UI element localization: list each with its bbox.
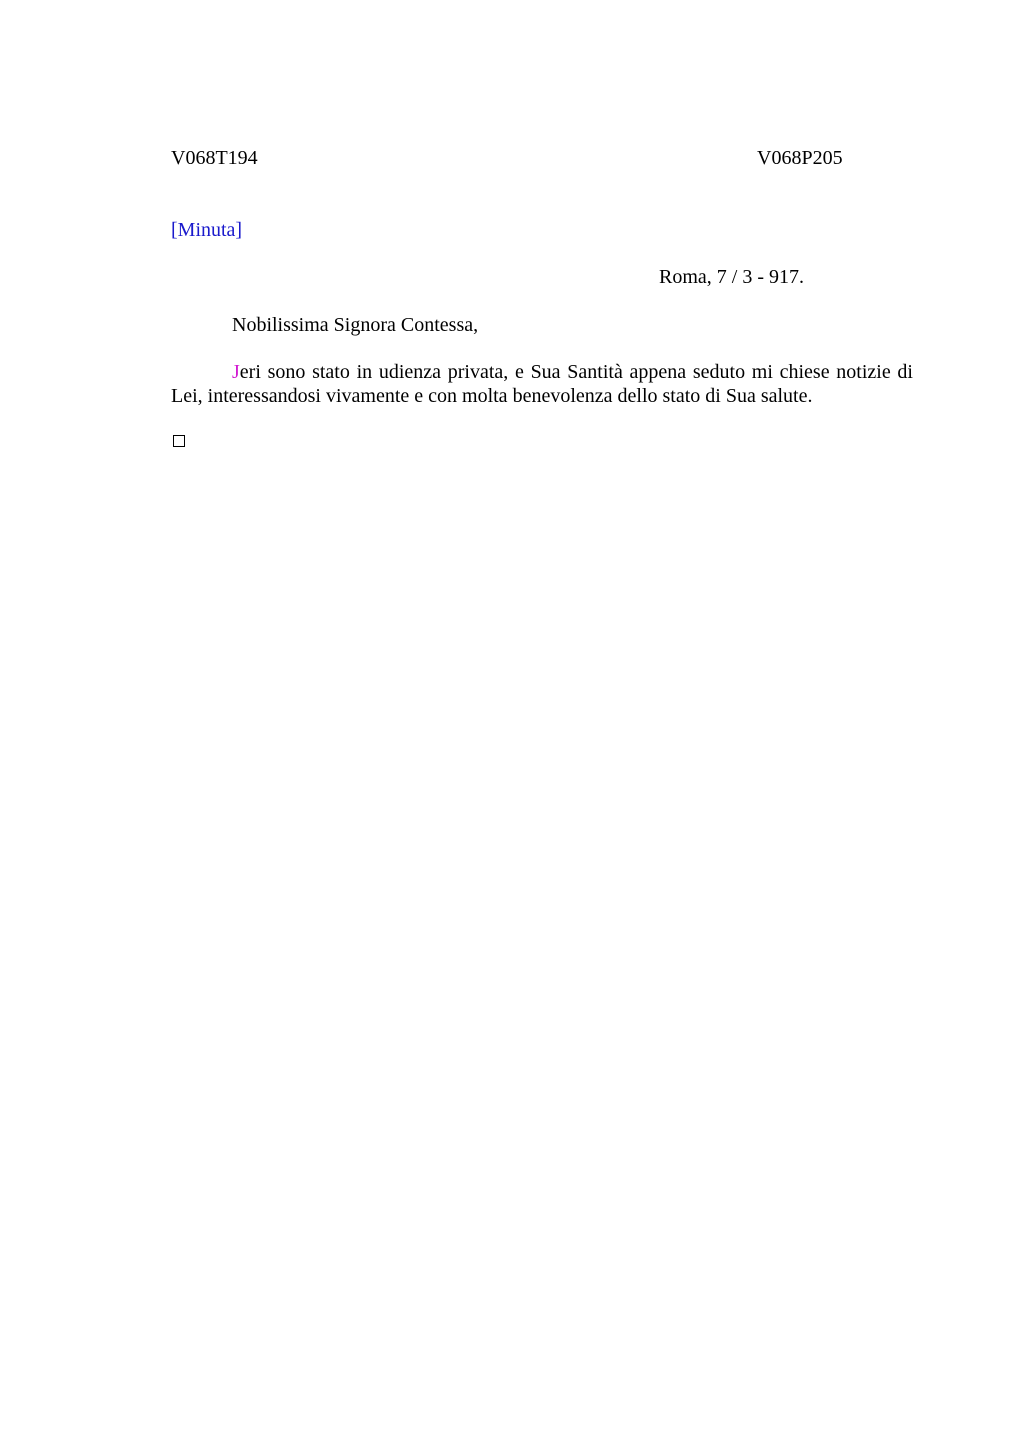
document-code-left: V068T194 [171,147,258,169]
body-text: eri sono stato in udienza privata, e Sua Santità appena seduto mi chiese notizie di Lei, interessandosi vivamente e con molta benevolenza dello stato di Sua salute. [171,361,913,407]
body-initial-letter: J [232,361,240,383]
letter-date: Roma, 7 / 3 - 917. [659,266,804,288]
empty-square-icon [173,435,185,447]
document-code-right: V068P205 [757,147,843,169]
draft-tag: [Minuta] [171,219,243,241]
letter-body-paragraph [171,360,913,408]
letter-salutation: Nobilissima Signora Contessa, [232,314,479,336]
